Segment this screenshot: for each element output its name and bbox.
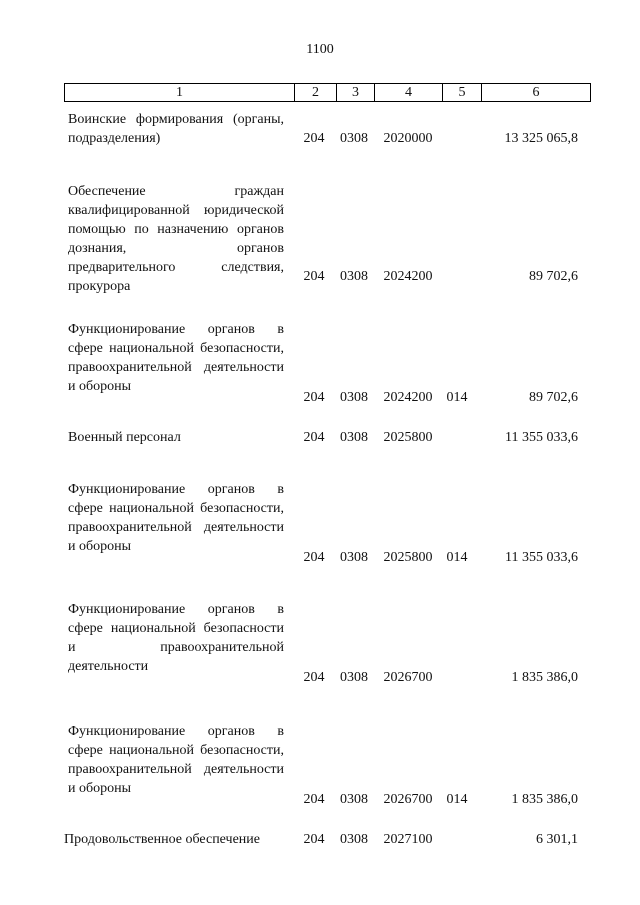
row-c6: 1 835 386,0 xyxy=(511,792,578,807)
row-c6: 1 835 386,0 xyxy=(511,670,578,685)
row-name: Функционирование органов в сфере национальной безопасности, правоохранительной деятельности и обороны xyxy=(68,724,284,796)
row-c2: 204 xyxy=(303,670,325,685)
row-c3: 0308 xyxy=(340,269,368,284)
header-col-3: 3 xyxy=(336,84,374,101)
row-c4: 2026700 xyxy=(383,792,433,807)
row-name: Функционирование органов в сфере национальной безопасности, правоохранительной деятельности и обороны xyxy=(68,322,284,394)
row-c3: 0308 xyxy=(340,390,368,405)
row-c5: 014 xyxy=(446,792,468,807)
row-c6: 11 355 033,6 xyxy=(505,430,578,445)
row-c5: 014 xyxy=(446,390,468,405)
header-col-4: 4 xyxy=(374,84,442,101)
row-name: Воинские формирования (органы, подразделения) xyxy=(68,112,284,146)
page-number: 1100 xyxy=(306,42,334,57)
row-c6: 89 702,6 xyxy=(529,390,578,405)
row-name: Функционирование органов в сфере национальной безопасности, правоохранительной деятельности и обороны xyxy=(68,482,284,554)
row-c2: 204 xyxy=(303,430,325,445)
row-c4: 2024200 xyxy=(383,390,433,405)
row-c3: 0308 xyxy=(340,550,368,565)
row-name: Обеспечение граждан квалифицированной юридической помощью по назначению органов дознания, органов предварительного следствия, прокурора xyxy=(68,184,284,294)
header-col-5: 5 xyxy=(442,84,481,101)
header-col-6: 6 xyxy=(481,84,590,101)
row-c4: 2024200 xyxy=(383,269,433,284)
row-c6: 11 355 033,6 xyxy=(505,550,578,565)
row-c2: 204 xyxy=(303,832,325,847)
row-c4: 2026700 xyxy=(383,670,433,685)
row-name: Военный персонал xyxy=(68,430,181,445)
row-c2: 204 xyxy=(303,131,325,146)
header-col-1: 1 xyxy=(176,85,183,100)
row-c3: 0308 xyxy=(340,430,368,445)
table-header xyxy=(64,83,591,102)
header-col-2: 2 xyxy=(294,84,336,101)
row-c3: 0308 xyxy=(340,792,368,807)
row-c4: 2025800 xyxy=(383,430,433,445)
row-c4: 2027100 xyxy=(383,832,433,847)
row-c6: 13 325 065,8 xyxy=(504,131,578,146)
row-name: Функционирование органов в сфере национальной безопасности и правоохранительной деятельности xyxy=(68,602,284,674)
row-c2: 204 xyxy=(303,792,325,807)
row-c6: 6 301,1 xyxy=(536,832,578,847)
row-c2: 204 xyxy=(303,390,325,405)
row-c4: 2020000 xyxy=(383,131,433,146)
row-c2: 204 xyxy=(303,550,325,565)
row-c2: 204 xyxy=(303,269,325,284)
row-name: Продовольственное обеспечение xyxy=(64,832,260,847)
row-c3: 0308 xyxy=(340,670,368,685)
row-c6: 89 702,6 xyxy=(529,269,578,284)
row-c3: 0308 xyxy=(340,832,368,847)
row-c4: 2025800 xyxy=(383,550,433,565)
row-c3: 0308 xyxy=(340,131,368,146)
row-c5: 014 xyxy=(446,550,468,565)
